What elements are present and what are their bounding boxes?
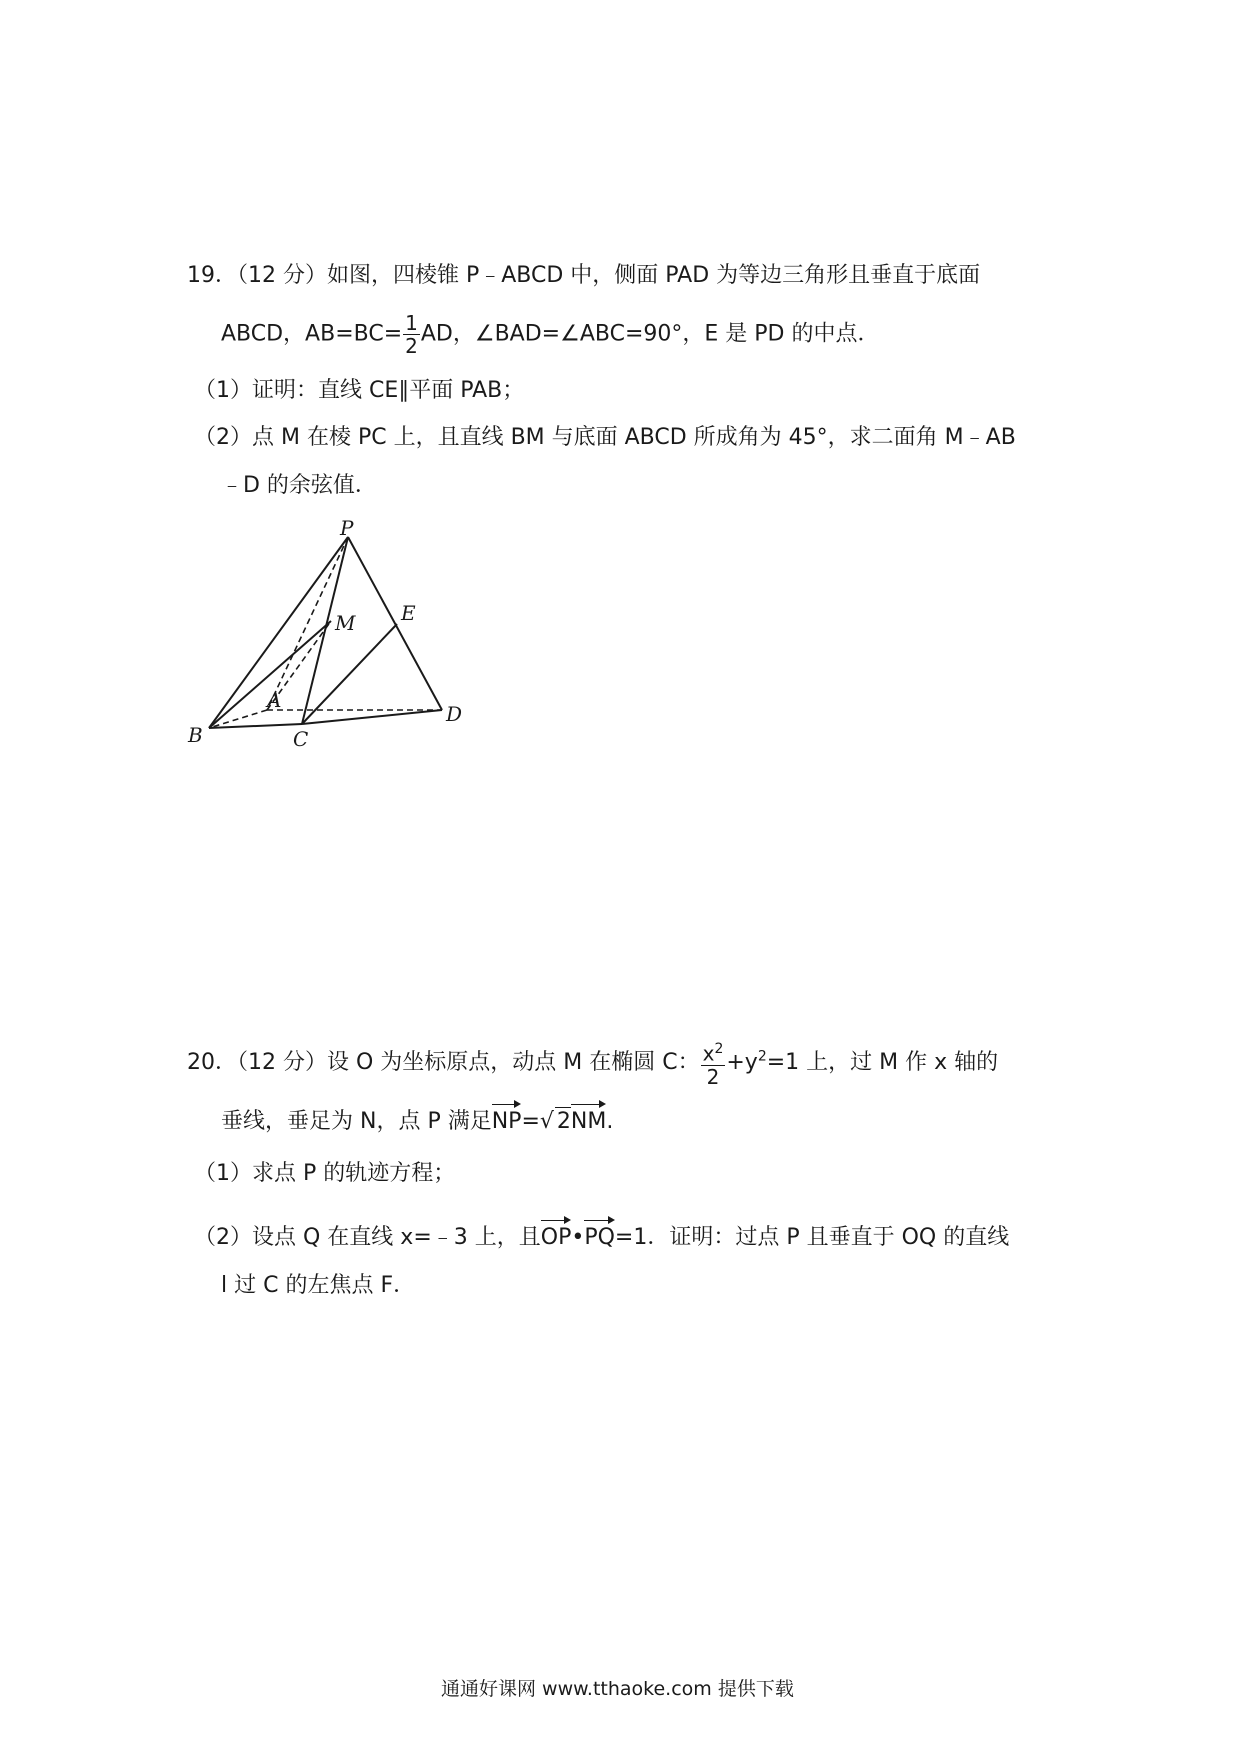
- q20-line1-b: +y: [726, 1049, 758, 1075]
- q20-line2: [221, 1102, 613, 1136]
- q20-frac-sup: 2: [714, 1041, 724, 1057]
- q19-part1: （1）证明：直线 CE∥平面 PAB；: [194, 378, 525, 403]
- q20-line1-sup: 2: [757, 1048, 767, 1065]
- q20-frac-num: [701, 1038, 726, 1066]
- sqrt-sign: √: [539, 1109, 554, 1134]
- q19-fraction: [403, 312, 420, 357]
- label-M: M: [335, 611, 356, 635]
- q19-line1: 19．（12 分）如图，四棱锥 P﹣ABCD 中，侧面 PAD 为等边三角形且垂直于底面: [187, 263, 981, 288]
- q19-part2-b: ﹣D 的余弦值．: [221, 473, 377, 498]
- q19-line2-a: ABCD，AB=BC=: [221, 321, 403, 347]
- dot-operator: •: [571, 1225, 585, 1250]
- q20-part2-c: l 过 C 的左焦点 F．: [221, 1273, 416, 1298]
- edge-bc: [209, 724, 302, 728]
- label-P: P: [340, 520, 354, 540]
- q20-eq: =: [521, 1109, 540, 1134]
- label-C: C: [293, 727, 309, 751]
- q19-part2-a: （2）点 M 在棱 PC 上，且直线 BM 与底面 ABCD 所成角为 45°，求二面角 M﹣AB: [194, 425, 1016, 450]
- label-A: A: [267, 688, 282, 712]
- q20-frac-den: 2: [706, 1064, 720, 1089]
- q19-frac-num: 1: [405, 311, 418, 335]
- sqrt-content: 2: [556, 1109, 571, 1134]
- q19-line2: [221, 312, 879, 357]
- vector-pq: PQ: [584, 1218, 615, 1252]
- q20-line2-end: .: [606, 1109, 614, 1134]
- pyramid-figure: [185, 520, 475, 760]
- label-B: B: [188, 723, 203, 747]
- q20-part2-b: =1．证明：过点 P 且垂直于 OQ 的直线: [614, 1225, 1010, 1250]
- edge-cd: [302, 710, 442, 724]
- label-D: D: [446, 702, 463, 726]
- q20-part1: （1）求点 P 的轨迹方程；: [194, 1161, 456, 1186]
- q20-part2-a: （2）设点 Q 在直线 x=﹣3 上，且: [194, 1225, 541, 1250]
- q20-line1-a: 20．（12 分）设 O 为坐标原点，动点 M 在椭圆 C：: [187, 1049, 700, 1075]
- edge-pd: [348, 537, 442, 710]
- vector-op: OP: [541, 1218, 572, 1252]
- page-footer: 通通好课网 www.tthaoke.com 提供下载: [441, 1678, 794, 1700]
- q20-line1: [187, 1038, 998, 1088]
- q20-part2: [194, 1218, 1009, 1252]
- q20-line1-c: =1 上，过 M 作 x 轴的: [766, 1049, 999, 1075]
- q20-fraction: [701, 1038, 726, 1088]
- q19-frac-den: 2: [405, 334, 418, 358]
- vector-nm: NM: [571, 1102, 606, 1136]
- edge-ce: [302, 624, 397, 724]
- q19-line2-b: AD，∠BAD=∠ABC=90°，E 是 PD 的中点．: [420, 321, 880, 347]
- q20-frac-x: x: [702, 1041, 715, 1066]
- label-E: E: [401, 601, 416, 625]
- vector-np: NP: [492, 1102, 522, 1136]
- q20-line2-a: 垂线，垂足为 N，点 P 满足: [221, 1109, 492, 1134]
